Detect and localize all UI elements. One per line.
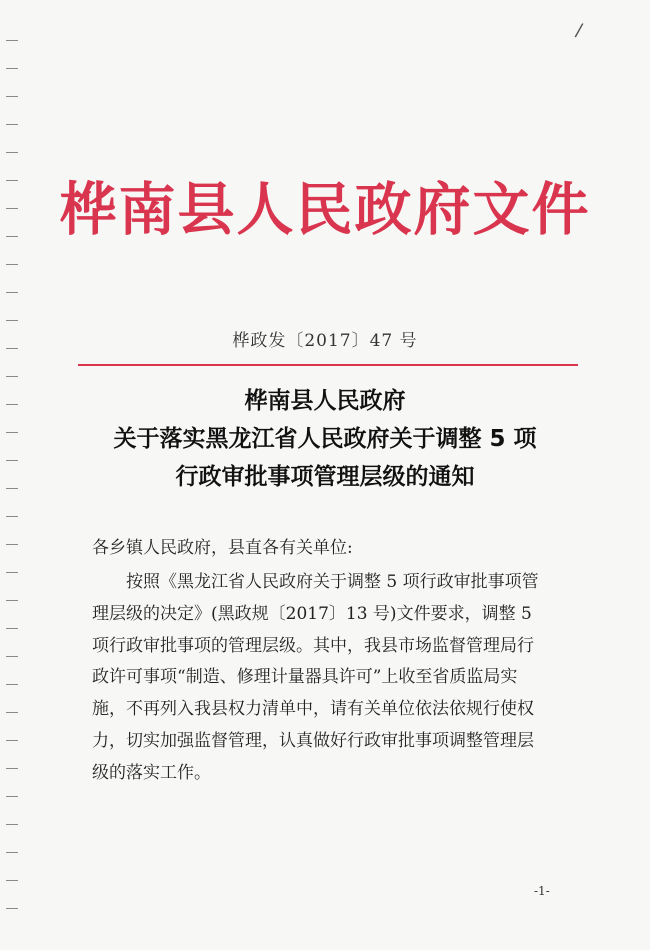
subject-line: 桦南县人民政府 [244, 388, 406, 414]
subject-line: 行政审批事项管理层级的通知 [175, 464, 475, 490]
body-paragraph [92, 567, 562, 790]
document-number: 桦政发〔2017〕47 号 [232, 331, 418, 351]
body-line: 项行政审批事项的管理层级。其中，我县市场监督管理局行 [92, 635, 534, 656]
corner-mark: / [573, 19, 585, 42]
body-line: 政许可事项“制造、修理计量器具许可”上收至省质监局实 [92, 667, 518, 688]
body-line: 按照《黑龙江省人民政府关于调整 5 项行政审批事项管 [126, 572, 539, 592]
document-subject [0, 382, 650, 496]
page-number: -1- [534, 884, 550, 898]
subject-line: 关于落实黑龙江省人民政府关于调整 5 项 [113, 426, 537, 452]
salutation: 各乡镇人民政府，县直各有关单位: [92, 538, 353, 558]
body-line: 级的落实工作。 [92, 762, 211, 783]
document-header-title: 桦南县人民政府文件 [59, 177, 591, 243]
body-line: 施，不再列入我县权力清单中，请有关单位依法依规行使权 [92, 699, 534, 720]
body-line: 力，切实加强监督管理，认真做好行政审批事项调整管理层 [92, 730, 534, 751]
red-divider-line [78, 364, 578, 366]
body-line: 理层级的决定》(黑政规〔2017〕13 号)文件要求，调整 5 [92, 603, 532, 624]
